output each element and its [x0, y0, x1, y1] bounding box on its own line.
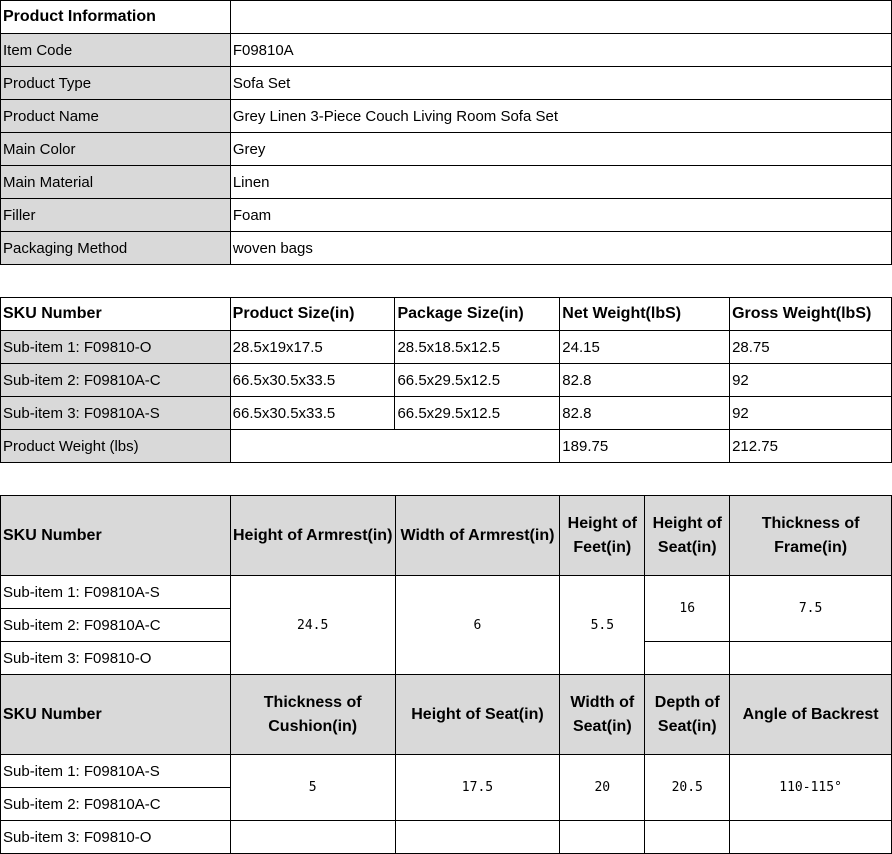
dims-b-header-sku-number: SKU Number [1, 675, 231, 755]
product-weight-blank [230, 430, 560, 463]
sku-header-package-size: Package Size(in) [395, 298, 560, 331]
info-label-item-code: Item Code [1, 34, 231, 67]
dims-a-item-1: Sub-item 1: F09810A-S [1, 576, 231, 609]
package-size: 66.5x29.5x12.5 [395, 364, 560, 397]
info-value-main-material: Linen [230, 166, 891, 199]
dims-b-header-seat-height: Height of Seat(in) [395, 675, 560, 755]
sku-header-product-size: Product Size(in) [230, 298, 395, 331]
info-label-filler: Filler [1, 199, 231, 232]
dims-b-header-seat-depth: Depth of Seat(in) [645, 675, 730, 755]
package-size: 28.5x18.5x12.5 [395, 331, 560, 364]
product-size: 28.5x19x17.5 [230, 331, 395, 364]
info-value-filler: Foam [230, 199, 891, 232]
armrest-width-value: 6 [395, 576, 560, 675]
table-row [1, 821, 892, 854]
blank-cell [730, 821, 892, 854]
table-row [1, 755, 892, 788]
dimensions-table [0, 495, 892, 854]
sku-size-table [0, 297, 892, 463]
table-row [1, 364, 892, 397]
blank-cell [230, 821, 395, 854]
gross-weight: 92 [730, 397, 892, 430]
sku-header-net-weight: Net Weight(lbS) [560, 298, 730, 331]
dims-b-item-1: Sub-item 1: F09810A-S [1, 755, 231, 788]
seat-height-blank [645, 642, 730, 675]
net-weight: 82.8 [560, 364, 730, 397]
seat-depth-value: 20.5 [645, 755, 730, 821]
product-info-table [0, 0, 892, 265]
blank-cell [395, 821, 560, 854]
net-weight: 82.8 [560, 397, 730, 430]
dims-a-header-feet-height: Height of Feet(in) [560, 496, 645, 576]
dims-a-header-sku-number: SKU Number [1, 496, 231, 576]
product-weight-gross: 212.75 [730, 430, 892, 463]
dims-a-header-seat-height: Height of Seat(in) [645, 496, 730, 576]
sku-header-gross-weight: Gross Weight(lbS) [730, 298, 892, 331]
info-value-product-name: Grey Linen 3-Piece Couch Living Room Sofa Set [230, 100, 891, 133]
info-value-item-code: F09810A [230, 34, 891, 67]
seat-height-b-value: 17.5 [395, 755, 560, 821]
net-weight: 24.15 [560, 331, 730, 364]
backrest-angle-value: 110-115° [730, 755, 892, 821]
blank-cell [645, 821, 730, 854]
dims-b-header-cushion-thickness: Thickness of Cushion(in) [230, 675, 395, 755]
gross-weight: 28.75 [730, 331, 892, 364]
seat-width-value: 20 [560, 755, 645, 821]
info-label-packaging-method: Packaging Method [1, 232, 231, 265]
info-value-main-color: Grey [230, 133, 891, 166]
product-size: 66.5x30.5x33.5 [230, 397, 395, 430]
product-weight-row [1, 430, 892, 463]
cushion-thickness-value: 5 [230, 755, 395, 821]
info-value-packaging-method: woven bags [230, 232, 891, 265]
dims-a-header-armrest-height: Height of Armrest(in) [230, 496, 395, 576]
sku-name: Sub-item 3: F09810A-S [1, 397, 231, 430]
blank-cell [560, 821, 645, 854]
table-row [1, 331, 892, 364]
product-weight-label: Product Weight (lbs) [1, 430, 231, 463]
table-row [1, 397, 892, 430]
product-size: 66.5x30.5x33.5 [230, 364, 395, 397]
seat-height-value: 16 [645, 576, 730, 642]
frame-thickness-blank [730, 642, 892, 675]
info-value-product-type: Sofa Set [230, 67, 891, 100]
info-label-product-type: Product Type [1, 67, 231, 100]
info-label-product-name: Product Name [1, 100, 231, 133]
armrest-height-value: 24.5 [230, 576, 395, 675]
sku-header-sku-number: SKU Number [1, 298, 231, 331]
info-label-main-color: Main Color [1, 133, 231, 166]
dims-a-header-armrest-width: Width of Armrest(in) [395, 496, 560, 576]
table-row [1, 576, 892, 609]
product-info-title-blank [230, 1, 891, 34]
product-weight-net: 189.75 [560, 430, 730, 463]
feet-height-value: 5.5 [560, 576, 645, 675]
frame-thickness-value: 7.5 [730, 576, 892, 642]
sku-name: Sub-item 2: F09810A-C [1, 364, 231, 397]
dims-b-item-3: Sub-item 3: F09810-O [1, 821, 231, 854]
dims-a-item-3: Sub-item 3: F09810-O [1, 642, 231, 675]
package-size: 66.5x29.5x12.5 [395, 397, 560, 430]
dims-b-header-backrest-angle: Angle of Backrest [730, 675, 892, 755]
dims-a-item-2: Sub-item 2: F09810A-C [1, 609, 231, 642]
sku-name: Sub-item 1: F09810-O [1, 331, 231, 364]
dims-a-header-frame-thickness: Thickness of Frame(in) [730, 496, 892, 576]
product-info-title: Product Information [1, 1, 231, 34]
dims-b-item-2: Sub-item 2: F09810A-C [1, 788, 231, 821]
info-label-main-material: Main Material [1, 166, 231, 199]
gross-weight: 92 [730, 364, 892, 397]
dims-b-header-seat-width: Width of Seat(in) [560, 675, 645, 755]
